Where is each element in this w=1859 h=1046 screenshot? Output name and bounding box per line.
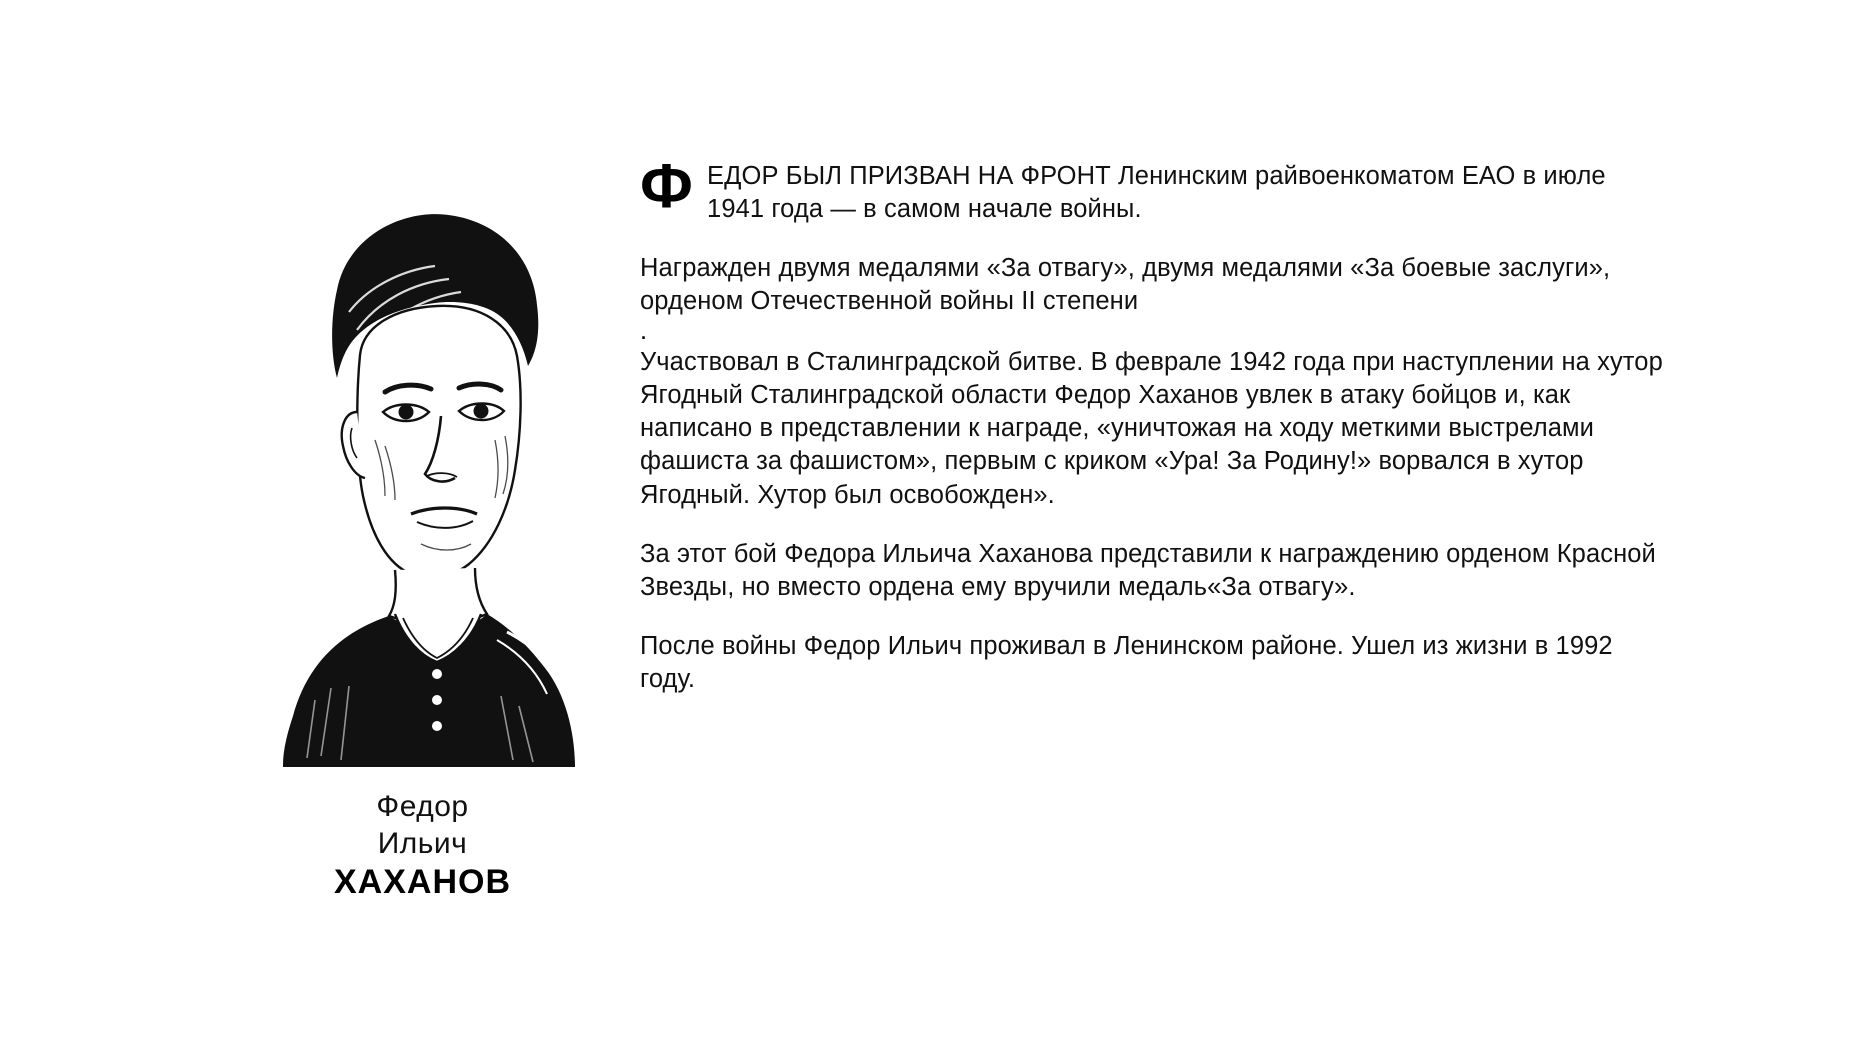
caption-surname: ХАХАНОВ	[333, 863, 512, 902]
caption-patronymic: Ильич	[377, 826, 468, 860]
paragraph-2-trailing-dot: .	[640, 316, 648, 345]
paragraph-4: За этот бой Федора Ильича Хаханова представили к награждению орденом Красной Звезды, но вместо ордена ему вручили медаль«За отвагу».	[640, 539, 1656, 601]
paragraph-5: После войны Федор Ильич проживал в Ленинском районе. Ушел из жизни в 1992 году.	[640, 632, 1613, 694]
paragraph-2: Награжден двумя медалями «За отвагу», двумя медалями «За боевые заслуги», орденом Отечественной войны II степени	[640, 254, 1611, 316]
portrait-image	[245, 140, 597, 767]
paragraph-3: Участвовал в Сталинградской битве. В феврале 1942 года при наступлении на хутор Ягодный Сталинградской области Федор Хаханов увлек в атаку бойцов и, как написано в представлении к награде, «уничтожая на ходу меткими выстрелами фашиста за фашистом», первым с криком «Ура! За Родину!» ворвался в хутор Ягодный. Хутор был освобожден».	[640, 348, 1663, 509]
portrait-block	[245, 140, 600, 904]
article-body	[640, 152, 1670, 722]
drop-cap-letter: Ф	[640, 152, 694, 221]
caption-first-name: Федор	[376, 790, 469, 823]
paragraph-1-wrapper	[640, 152, 1670, 226]
portrait-caption	[245, 789, 600, 904]
paragraph-1: ЕДОР БЫЛ ПРИЗВАН НА ФРОНТ Ленинским райвоенкоматом ЕАО в июле 1941 года — в самом начале войны.	[707, 162, 1606, 224]
